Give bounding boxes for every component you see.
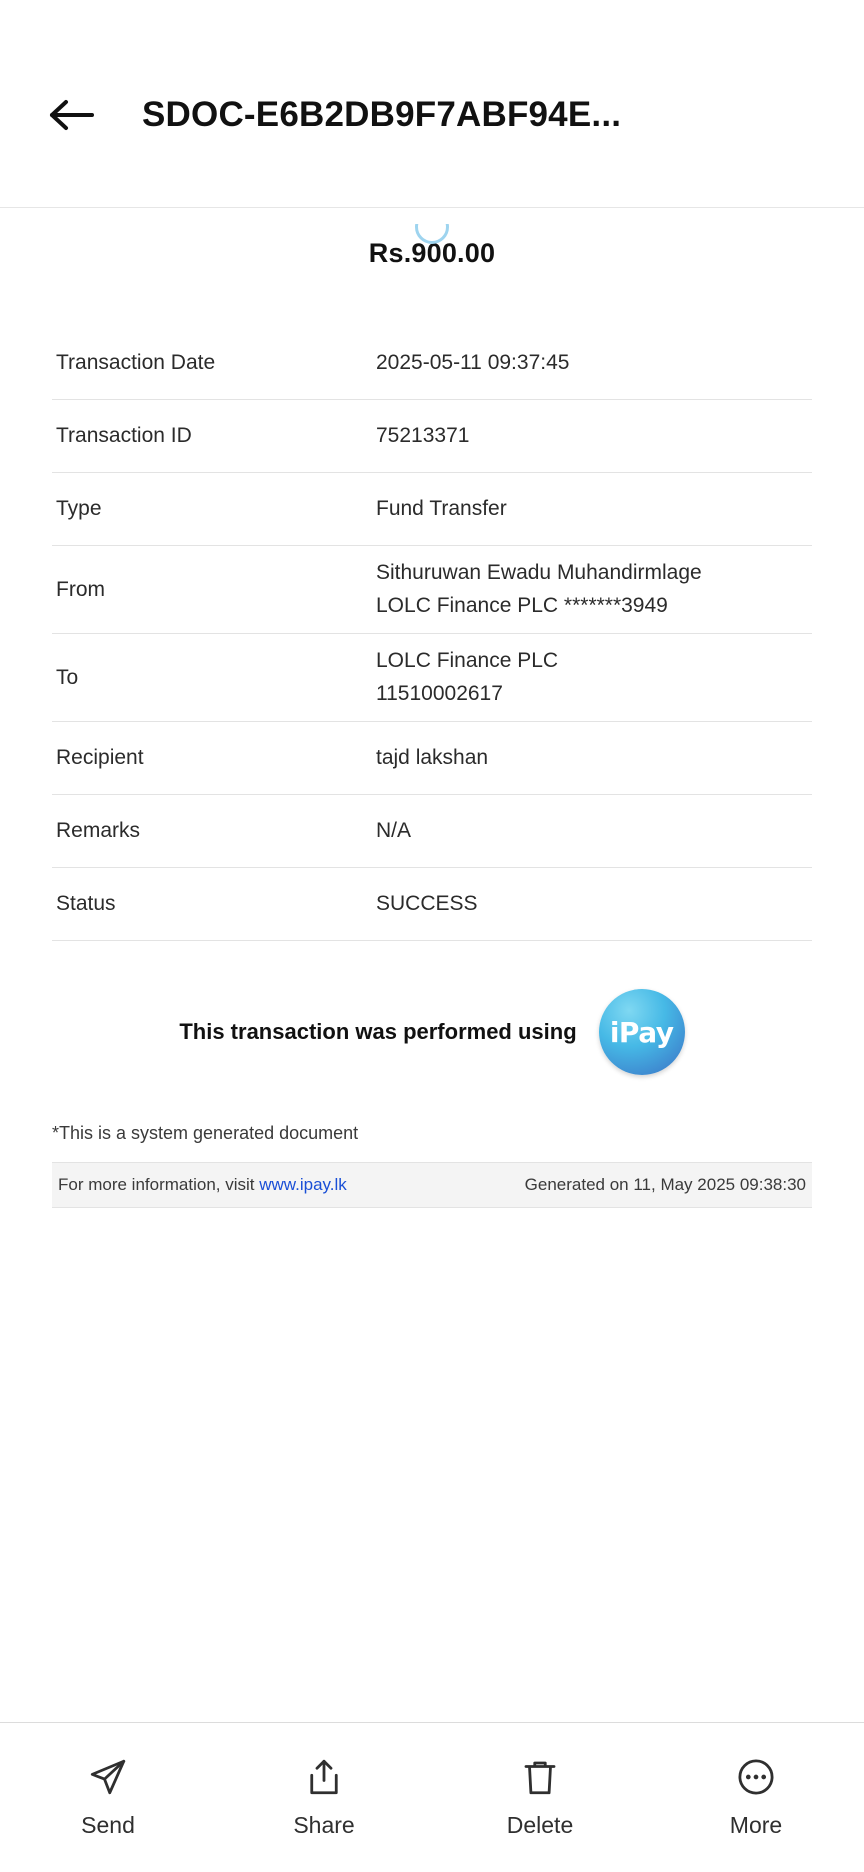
table-row: [52, 327, 812, 400]
share-label: Share: [293, 1812, 355, 1838]
footer-prefix: For more information, visit: [58, 1175, 260, 1194]
system-generated-note: *This is a system generated document: [52, 1123, 359, 1143]
table-row: [52, 722, 812, 795]
send-button[interactable]: [0, 1756, 216, 1839]
row-label: Transaction Date: [56, 351, 216, 374]
row-label: Transaction ID: [56, 424, 192, 447]
row-value: [376, 557, 808, 622]
row-label: From: [56, 577, 105, 601]
send-label: Send: [81, 1812, 135, 1838]
back-button[interactable]: [40, 83, 104, 147]
ipay-logo-text: iPay: [609, 1015, 674, 1049]
share-button[interactable]: [216, 1756, 432, 1839]
bottom-toolbar: [0, 1722, 864, 1872]
ipay-logo-icon: [599, 989, 685, 1075]
row-value: Fund Transfer: [376, 496, 507, 520]
row-label: Type: [56, 497, 102, 520]
more-icon: [735, 1756, 777, 1798]
status-circle-icon: [415, 224, 449, 246]
row-value: 2025-05-11 09:37:45: [376, 350, 570, 374]
table-row: [52, 868, 812, 941]
row-value: 75213371: [376, 423, 470, 447]
row-label: Recipient: [56, 746, 144, 769]
transaction-amount: Rs.900.00: [368, 238, 496, 268]
delete-button[interactable]: [432, 1756, 648, 1839]
trash-icon: [519, 1756, 561, 1798]
performed-using-text: This transaction was performed using: [179, 1019, 577, 1044]
row-value-line1: LOLC Finance PLC: [376, 648, 559, 672]
row-value: N/A: [376, 818, 412, 842]
table-row: [52, 795, 812, 868]
row-label: To: [56, 665, 79, 689]
document-footer: [52, 1162, 812, 1208]
document-content: [0, 238, 864, 1208]
table-row: [52, 546, 812, 634]
row-value: tajd lakshan: [376, 745, 489, 769]
table-row: [52, 400, 812, 473]
footer-generated-on: Generated on 11, May 2025 09:38:30: [524, 1175, 806, 1194]
share-icon: [303, 1756, 345, 1798]
detail-rows: [52, 327, 812, 941]
row-value-line2: 11510002617: [376, 681, 503, 705]
table-row: [52, 473, 812, 546]
row-value: [376, 645, 808, 710]
more-button[interactable]: [648, 1756, 864, 1839]
table-row: [52, 634, 812, 722]
page-title: SDOC-E6B2DB9F7ABF94E...: [142, 94, 622, 134]
status-badge: SUCCESS: [376, 891, 478, 915]
document-scroll-area[interactable]: [0, 208, 864, 1722]
row-label: Status: [56, 892, 116, 915]
more-label: More: [729, 1812, 783, 1838]
footer-info: [58, 1175, 347, 1195]
arrow-left-icon: [49, 98, 95, 132]
performed-using-block: [52, 989, 812, 1075]
send-icon: [87, 1756, 129, 1798]
app-header: [0, 0, 864, 208]
ipay-website-link[interactable]: www.ipay.lk: [259, 1175, 347, 1194]
row-label: Remarks: [56, 819, 141, 842]
row-value-line2: LOLC Finance PLC *******3949: [376, 593, 668, 617]
row-value-line1: Sithuruwan Ewadu Muhandirmlage: [376, 560, 702, 584]
delete-label: Delete: [506, 1812, 574, 1838]
